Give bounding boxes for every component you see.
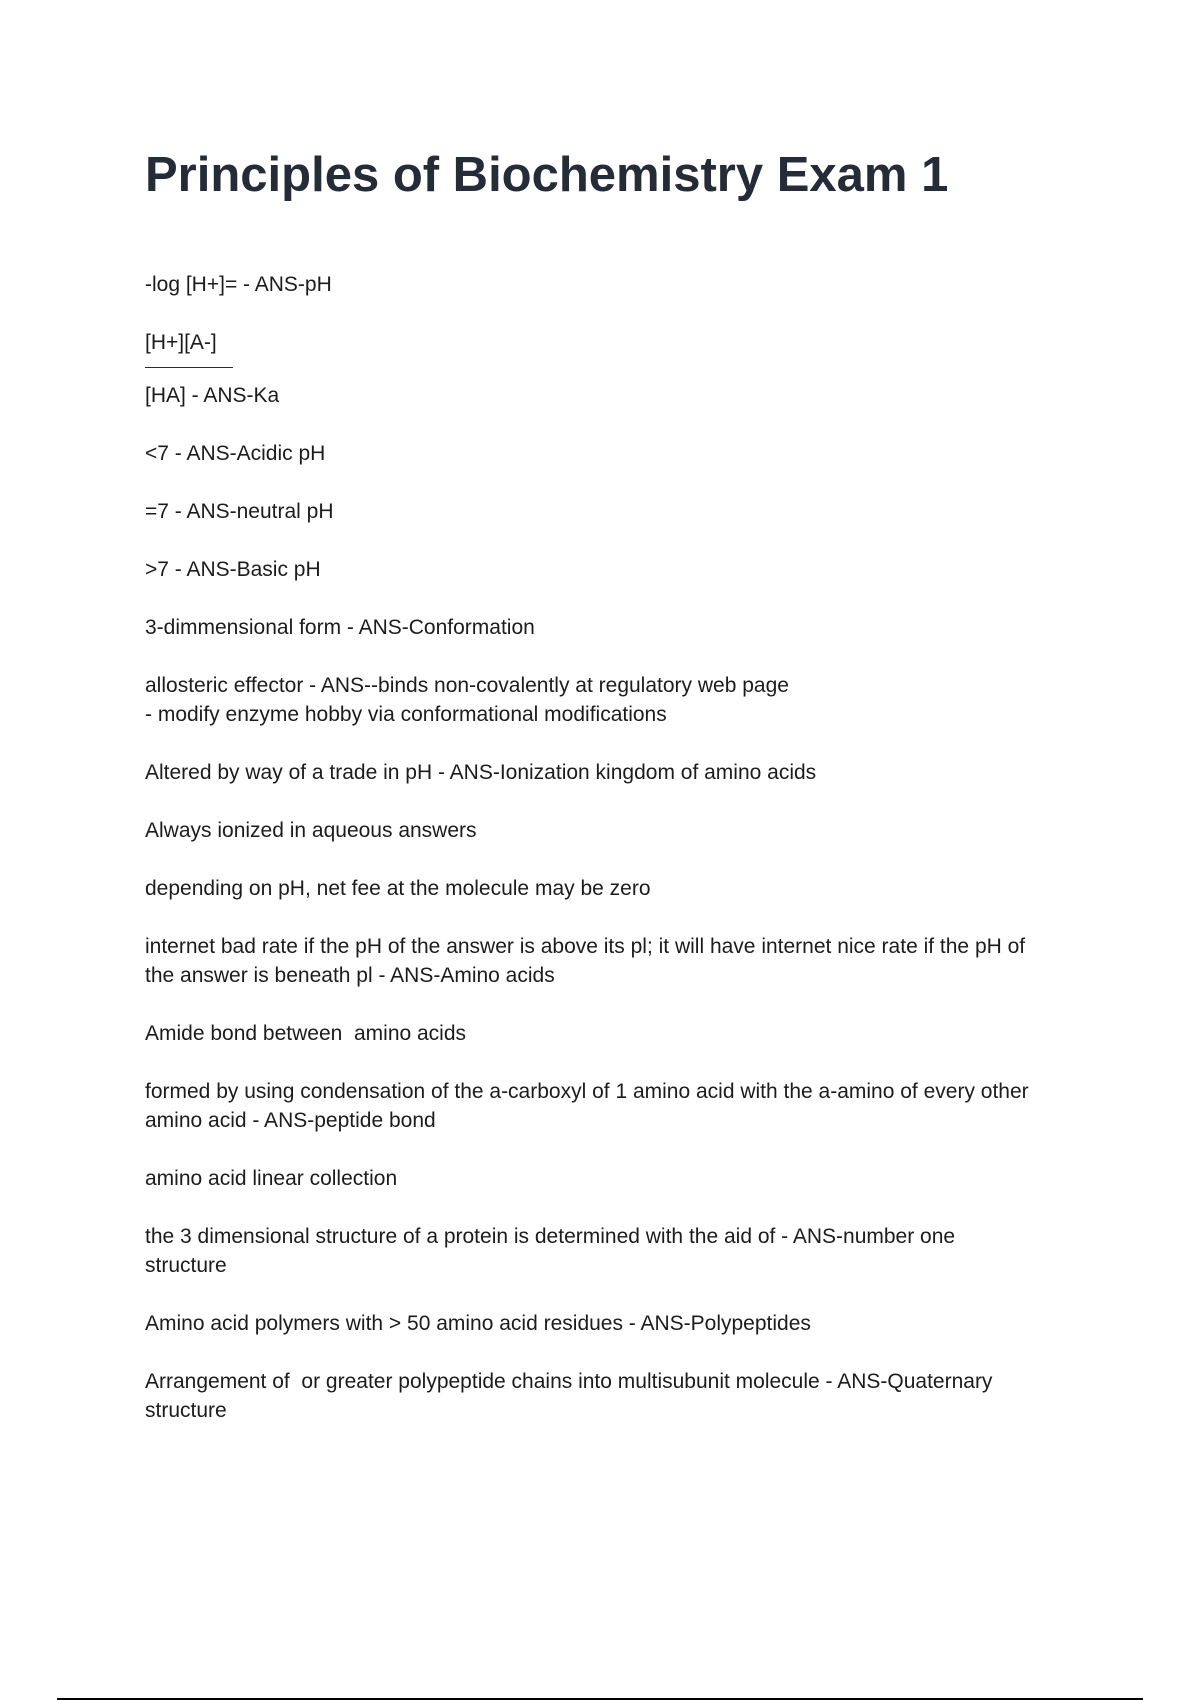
fraction-numerator: [H+][A-]	[145, 328, 233, 368]
entry-quaternary	[145, 1367, 1090, 1425]
entry-neutral	[145, 497, 1090, 526]
entry-line: Amide bond between amino acids	[145, 1022, 467, 1045]
entry-line: structure	[145, 1399, 227, 1422]
page-title: Principles of Biochemistry Exam 1	[145, 148, 949, 202]
entry-line: <7 - ANS-Acidic pH	[145, 442, 326, 465]
entry-linear-collection	[145, 1164, 1090, 1193]
entry-always-ionized	[145, 816, 1090, 845]
entry-allosteric	[145, 671, 1090, 729]
entry-line: amino acid - ANS-peptide bond	[145, 1109, 436, 1132]
entry-amide-bond	[145, 1019, 1090, 1048]
entry-line: structure	[145, 1254, 227, 1277]
entry-line: Amino acid polymers with > 50 amino acid residues - ANS-Polypeptides	[145, 1312, 811, 1335]
entry-line: -log [H+]= - ANS-pH	[145, 273, 332, 296]
fraction-denominator: [HA] - ANS-Ka	[145, 384, 280, 407]
entry-conformation	[145, 613, 1090, 642]
entry-line: allosteric effector - ANS--binds non-covalently at regulatory web page	[145, 674, 789, 697]
entry-ionization	[145, 758, 1090, 787]
entry-line: the 3 dimensional structure of a protein is determined with the aid of - ANS-number one	[145, 1225, 956, 1248]
entry-line: depending on pH, net fee at the molecule may be zero	[145, 877, 651, 900]
entry-line: =7 - ANS-neutral pH	[145, 500, 334, 523]
entry-line: - modify enzyme hobby via conformational modifications	[145, 703, 667, 726]
entry-line: internet bad rate if the pH of the answer is above its pl; it will have internet nice rate if the pH of	[145, 935, 1026, 958]
entry-line: formed by using condensation of the a-carboxyl of 1 amino acid with the a-amino of every other	[145, 1080, 1029, 1103]
entry-line: amino acid linear collection	[145, 1167, 398, 1190]
entry-ka-fraction	[145, 328, 1090, 410]
entry-basic	[145, 555, 1090, 584]
entry-polypeptides	[145, 1309, 1090, 1338]
entry-line: Altered by way of a trade in pH - ANS-Ionization kingdom of amino acids	[145, 761, 817, 784]
entry-line: the answer is beneath pl - ANS-Amino acids	[145, 964, 555, 987]
entry-ph	[145, 270, 1090, 299]
entry-primary-structure	[145, 1222, 1090, 1280]
entry-line: Always ionized in aqueous answers	[145, 819, 477, 842]
entry-line: Arrangement of or greater polypeptide chains into multisubunit molecule - ANS-Quaternary	[145, 1370, 993, 1393]
entry-line: >7 - ANS-Basic pH	[145, 558, 321, 581]
entry-peptide-bond	[145, 1077, 1090, 1135]
entry-line: 3-dimmensional form - ANS-Conformation	[145, 616, 535, 639]
entry-acidic	[145, 439, 1090, 468]
entry-net-charge	[145, 874, 1090, 903]
flashcard-list	[145, 270, 1090, 1454]
entry-amino-acids	[145, 932, 1090, 990]
